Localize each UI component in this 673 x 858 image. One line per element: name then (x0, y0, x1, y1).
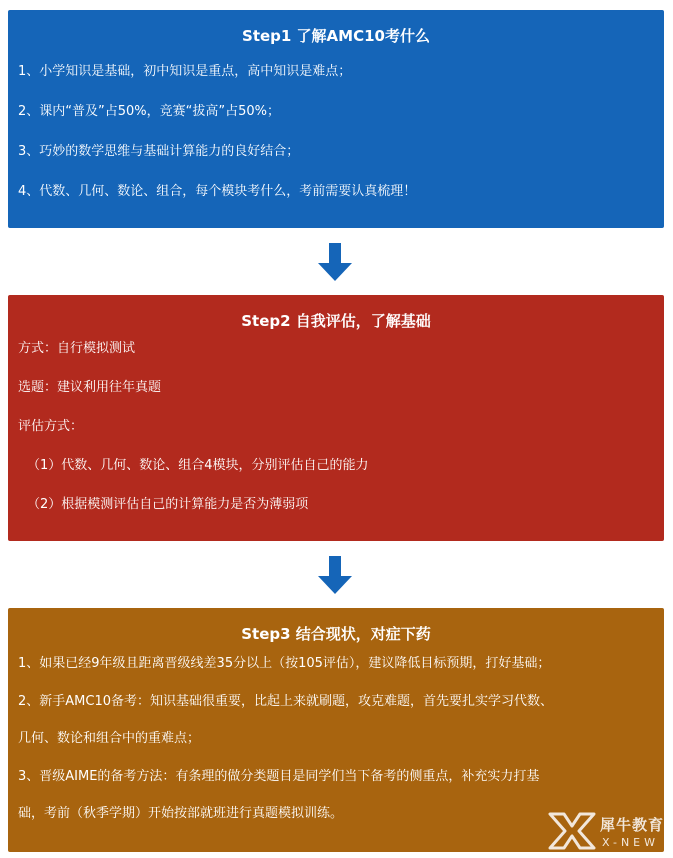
step1-line-2: 2、课内“普及”占50%，竞赛“拔高”占50%； (18, 104, 280, 119)
watermark-en: X-NEW (602, 836, 660, 849)
step3-title: Step3 结合现状，对症下药 (241, 625, 431, 643)
step2-box (8, 295, 664, 541)
step2-line-5: （2）根据模测评估自己的计算能力是否为薄弱项 (27, 497, 309, 512)
step3-line-2: 2、新手AMC10备考：知识基础很重要，比起上来就刷题，攻克难题，首先要扎实学习代数、 (18, 694, 554, 709)
watermark-cn: 犀牛教育 (600, 816, 665, 834)
watermark-logo (548, 810, 670, 854)
step2-line-4: （1）代数、几何、数论、组合4模块，分别评估自己的能力 (27, 458, 369, 473)
step1-line-4: 4、代数、几何、数论、组合，每个模块考什么，考前需要认真梳理！ (18, 184, 417, 199)
step2-line-1: 方式：自行模拟测试 (18, 341, 136, 356)
step3-line-5: 础，考前（秋季学期）开始按部就班进行真题模拟训练。 (18, 806, 344, 821)
x-logo-icon (548, 810, 596, 852)
step2-title: Step2 自我评估，了解基础 (241, 312, 431, 330)
step2-line-2: 选题：建议利用往年真题 (18, 380, 162, 395)
step1-line-3: 3、巧妙的数学思维与基础计算能力的良好结合； (18, 144, 300, 159)
step1-box (8, 10, 664, 228)
step1-title: Step1 了解AMC10考什么 (242, 27, 430, 45)
step1-line-1: 1、小学知识是基础，初中知识是重点，高中知识是难点； (18, 64, 352, 79)
step3-line-3: 几何、数论和组合中的重难点； (18, 731, 201, 746)
step3-line-1: 1、如果已经9年级且距离晋级线差35分以上（按105评估），建议降低目标预期，打好基础； (18, 656, 551, 671)
step3-line-4: 3、晋级AIME的备考方法：有条理的做分类题目是同学们当下备考的侧重点，补充实力打基 (18, 769, 540, 784)
arrow-down-icon (318, 243, 352, 281)
arrow-down-icon (318, 556, 352, 594)
step2-line-3: 评估方式： (18, 419, 84, 434)
